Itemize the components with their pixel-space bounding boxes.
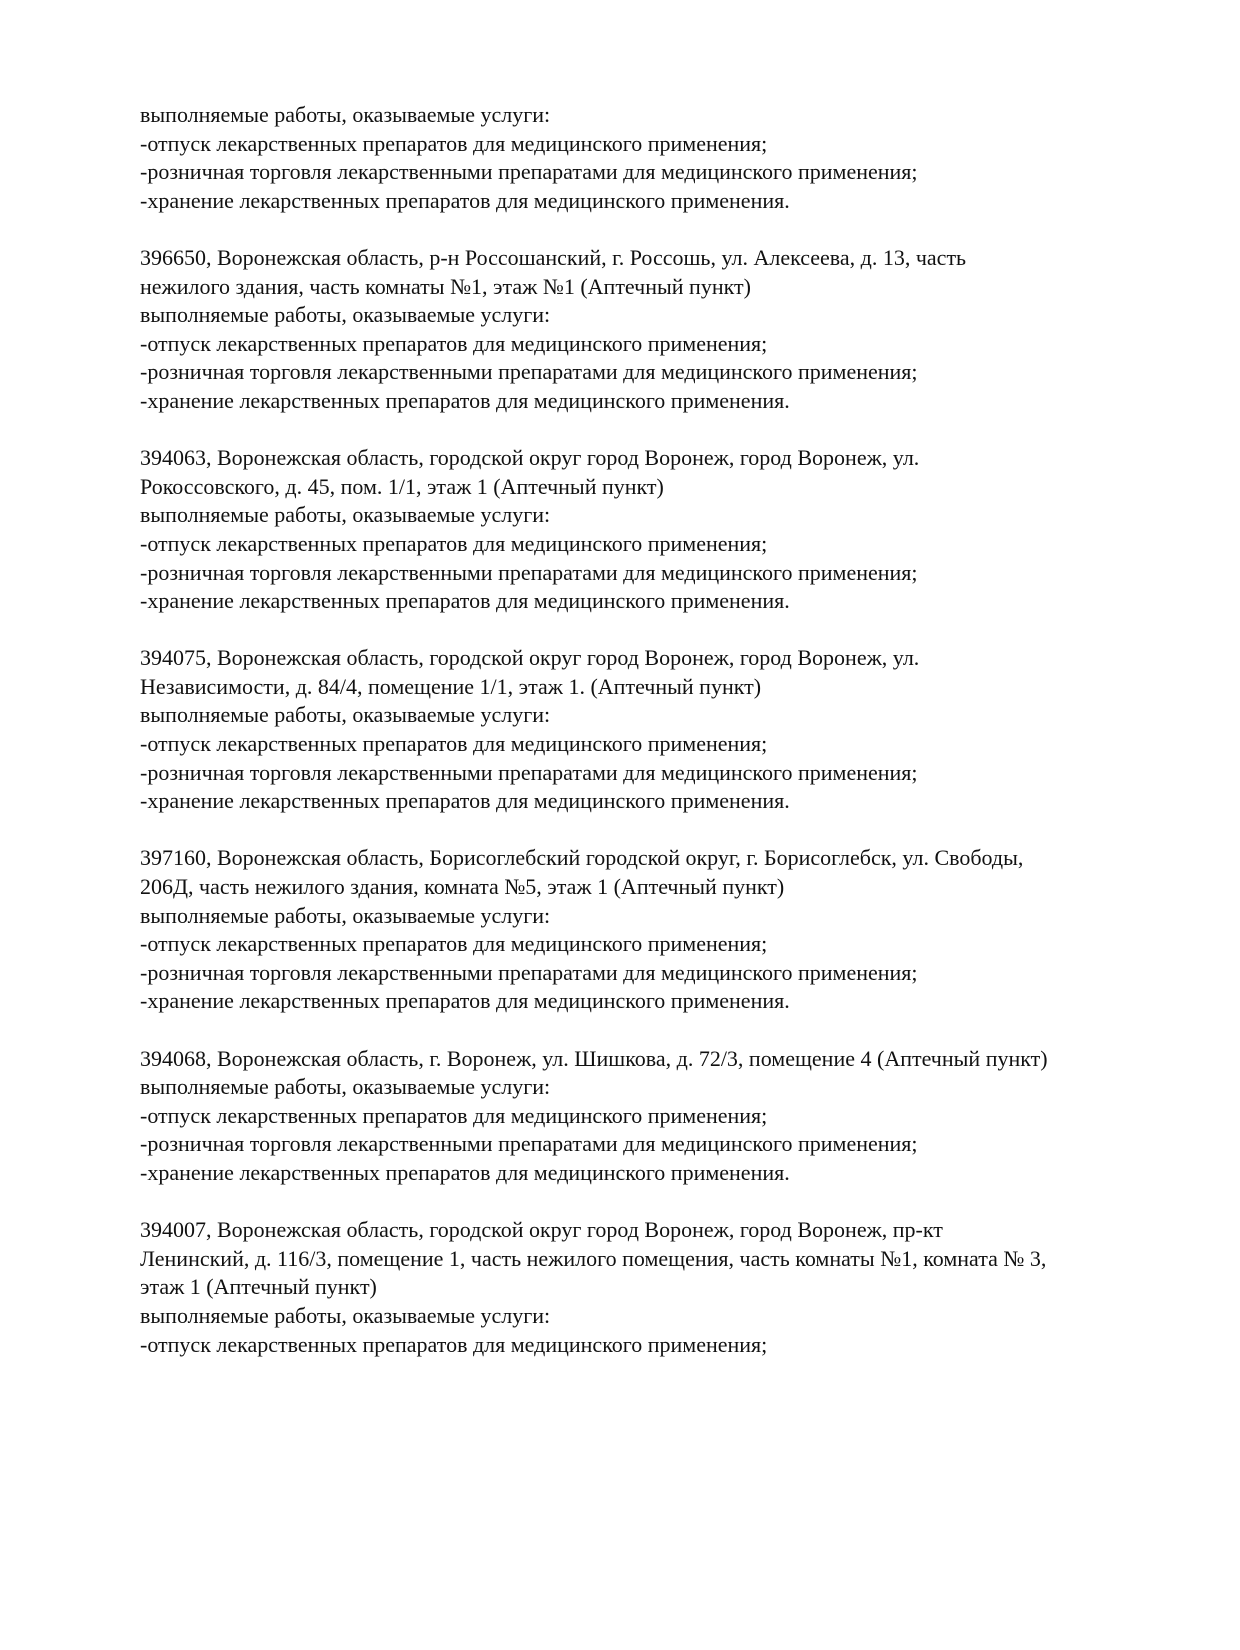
license-entry [140,644,1140,816]
text-line: выполняемые работы, оказываемые услуги: [140,1074,551,1100]
license-entry [140,101,1140,215]
text-line: -отпуск лекарственных препаратов для медицинского применения; [140,1102,768,1128]
license-entry [140,244,1140,416]
text-line: выполняемые работы, оказываемые услуги: [140,102,551,127]
text-line: -отпуск лекарственных препаратов для медицинского применения; [140,530,768,556]
license-entry [140,1216,1140,1359]
text-line: выполняемые работы, оказываемые услуги: [140,502,551,528]
license-entry [140,444,1140,616]
text-line: -отпуск лекарственных препаратов для медицинского применения; [140,330,768,356]
text-line: -хранение лекарственных препаратов для медицинского применения. [140,588,790,614]
document-page [140,101,1140,1388]
text-line: -хранение лекарственных препаратов для медицинского применения. [140,187,790,213]
text-line: Независимости, д. 84/4, помещение 1/1, этаж 1. (Аптечный пункт) [140,673,762,699]
text-line: Рокоссовского, д. 45, пом. 1/1, этаж 1 (Аптечный пункт) [140,473,664,499]
text-line: выполняемые работы, оказываемые услуги: [140,702,551,728]
text-line: -розничная торговля лекарственными препаратами для медицинского применения; [140,559,918,585]
text-line: -розничная торговля лекарственными препаратами для медицинского применения; [140,759,918,785]
text-line: -розничная торговля лекарственными препаратами для медицинского применения; [140,359,918,385]
text-line: -хранение лекарственных препаратов для медицинского применения. [140,1159,790,1185]
text-line: 206Д, часть нежилого здания, комната №5, этаж 1 (Аптечный пункт) [140,874,785,900]
text-line: 394075, Воронежская область, городской округ город Воронеж, город Воронеж, ул. [140,645,920,671]
text-line: -отпуск лекарственных препаратов для медицинского применения; [140,931,768,957]
license-entry [140,1045,1140,1188]
text-line: 397160, Воронежская область, Борисоглебский городской округ, г. Борисоглебск, ул. Свободы, [140,845,1024,871]
text-line: 394068, Воронежская область, г. Воронеж, ул. Шишкова, д. 72/3, помещение 4 (Аптечный пункт) [140,1045,1048,1071]
text-line: -хранение лекарственных препаратов для медицинского применения. [140,387,790,413]
text-line: -розничная торговля лекарственными препаратами для медицинского применения; [140,959,918,985]
text-line: 396650, Воронежская область, р-н Россошанский, г. Россошь, ул. Алексеева, д. 13, часть [140,244,967,270]
text-line: выполняемые работы, оказываемые услуги: [140,902,551,928]
text-line: -розничная торговля лекарственными препаратами для медицинского применения; [140,159,918,185]
text-line: нежилого здания, часть комнаты №1, этаж №1 (Аптечный пункт) [140,273,751,299]
text-line: выполняемые работы, оказываемые услуги: [140,1302,551,1328]
text-line: -отпуск лекарственных препаратов для медицинского применения; [140,1331,768,1357]
text-line: 394063, Воронежская область, городской округ город Воронеж, город Воронеж, ул. [140,445,920,471]
license-entry [140,844,1140,1016]
text-line: выполняемые работы, оказываемые услуги: [140,302,551,328]
text-line: -отпуск лекарственных препаратов для медицинского применения; [140,731,768,757]
text-line: Ленинский, д. 116/3, помещение 1, часть нежилого помещения, часть комнаты №1, комната № 3, [140,1245,1047,1271]
text-line: -хранение лекарственных препаратов для медицинского применения. [140,988,790,1014]
text-line: -хранение лекарственных препаратов для медицинского применения. [140,788,790,814]
text-line: -розничная торговля лекарственными препаратами для медицинского применения; [140,1131,918,1157]
text-line: 394007, Воронежская область, городской округ город Воронеж, город Воронеж, пр-кт [140,1217,943,1243]
text-line: -отпуск лекарственных препаратов для медицинского применения; [140,130,768,156]
text-line: этаж 1 (Аптечный пункт) [140,1274,377,1300]
